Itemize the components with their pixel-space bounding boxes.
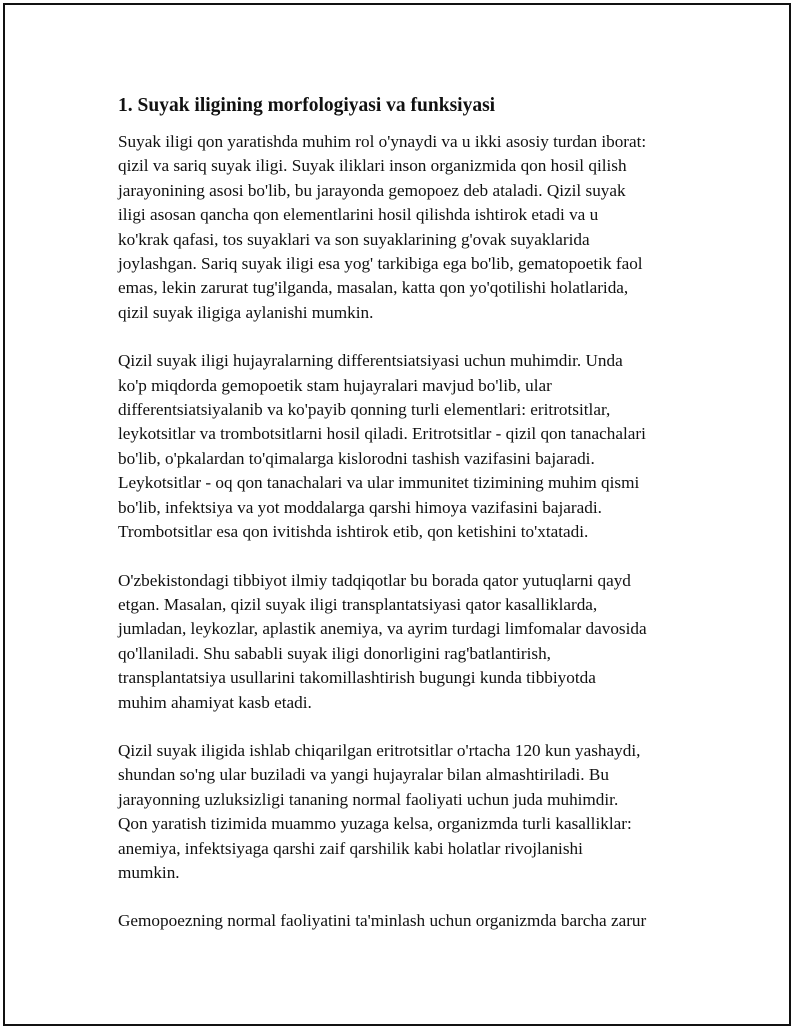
text-line: shundan so'ng ular buziladi va yangi hujayralar bilan almashtiriladi. Bu: [118, 765, 609, 785]
text-line: anemiya, infektsiyaga qarshi zaif qarshilik kabi holatlar rivojlanishi: [118, 838, 583, 858]
text-line: Qizil suyak iligi hujayralarning differentsiatsiyasi uchun muhimdir. Unda: [118, 351, 623, 371]
paragraph-2: [118, 349, 690, 544]
text-line: transplantatsiya usullarini takomillashtirish bugungi kunda tibbiyotda: [118, 668, 596, 688]
text-line: qo'llaniladi. Shu sababli suyak iligi donorligini rag'batlantirish,: [118, 643, 551, 663]
text-line: Qon yaratish tizimida muammo yuzaga kelsa, organizmda turli kasalliklar:: [118, 814, 632, 834]
paragraph-4: [118, 739, 690, 885]
text-line: jarayonining asosi bo'lib, bu jarayonda gemopoez deb ataladi. Qizil suyak: [118, 180, 626, 200]
text-line: ko'p miqdorda gemopoetik stam hujayralari mavjud bo'lib, ular: [118, 375, 552, 395]
text-line: differentsiatsiyalanib va ko'payib qonning turli elementlari: eritrotsitlar,: [118, 400, 611, 420]
text-line: Leykotsitlar - oq qon tanachalari va ular immunitet tizimining muhim qismi: [118, 473, 640, 493]
text-line: muhim ahamiyat kasb etadi.: [118, 692, 312, 712]
text-line: mumkin.: [118, 862, 180, 882]
text-line: jumladan, leykozlar, aplastik anemiya, va ayrim turdagi limfomalar davosida: [118, 619, 647, 639]
text-line: jarayonning uzluksizligi tananing normal faoliyati uchun juda muhimdir.: [118, 789, 619, 809]
text-line: leykotsitlar va trombotsitlarni hosil qiladi. Eritrotsitlar - qizil qon tanachalari: [118, 424, 646, 444]
text-line: Suyak iligi qon yaratishda muhim rol o'ynaydi va u ikki asosiy turdan iborat:: [118, 132, 647, 151]
paragraph-5: [118, 909, 690, 933]
text-line: joylashgan. Sariq suyak iligi esa yog' tarkibiga ega bo'lib, gematopoetik faol: [118, 254, 643, 274]
text-line: qizil suyak iligiga aylanishi mumkin.: [118, 302, 374, 322]
text-line: etgan. Masalan, qizil suyak iligi transplantatsiyasi qator kasalliklarda,: [118, 594, 598, 614]
paragraph-3: [118, 569, 690, 715]
text-line: iligi asosan qancha qon elementlarini hosil qilishda ishtirok etadi va u: [118, 205, 599, 225]
text-line: qizil va sariq suyak iligi. Suyak iliklari inson organizmida qon hosil qilish: [118, 156, 627, 176]
document-body: [118, 92, 690, 958]
paragraph-1: [118, 130, 690, 325]
text-line: O'zbekistondagi tibbiyot ilmiy tadqiqotlar bu borada qator yutuqlarni qayd: [118, 570, 631, 590]
paragraphs-container: [118, 130, 690, 934]
text-line: Trombotsitlar esa qon ivitishda ishtirok etib, qon ketishini to'xtatadi.: [118, 522, 589, 542]
section-heading: 1. Suyak iligining morfologiyasi va funksiyasi: [118, 95, 496, 116]
text-line: bo'lib, o'pkalardan to'qimalarga kislorodni tashish vazifasini bajaradi.: [118, 448, 595, 468]
text-line: Qizil suyak iligida ishlab chiqarilgan eritrotsitlar o'rtacha 120 kun yashaydi,: [118, 740, 641, 760]
text-line: bo'lib, infektsiya va yot moddalarga qarshi himoya vazifasini bajaradi.: [118, 497, 602, 517]
text-line: ko'krak qafasi, tos suyaklari va son suyaklarining g'ovak suyaklarida: [118, 229, 590, 249]
text-line: emas, lekin zarurat tug'ilganda, masalan, katta qon yo'qotilishi holatlarida,: [118, 278, 629, 298]
text-line: Gemopoezning normal faoliyatini ta'minlash uchun organizmda barcha zarur: [118, 911, 647, 931]
